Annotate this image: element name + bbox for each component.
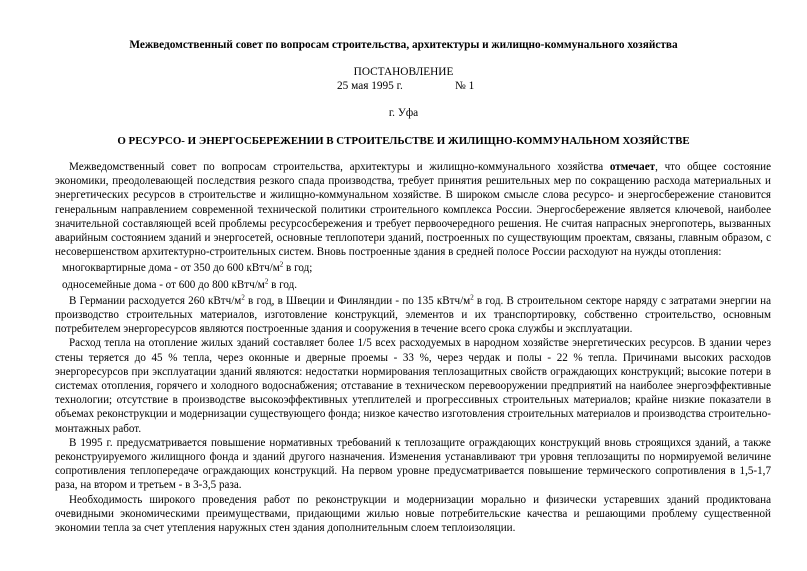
list-item-1-text: многоквартирные дома - от 350 до 600 кВтч/м bbox=[62, 262, 280, 275]
paragraph-1-start: Межведомственный совет по вопросам строительства, архитектуры и жилищно-коммунального хозяйства bbox=[69, 161, 610, 173]
paragraph-1 bbox=[55, 160, 771, 259]
document-number: № 1 bbox=[455, 80, 475, 92]
paragraph-2-b: в год, в Швеции и Финляндии - по 135 кВтч/м bbox=[244, 294, 471, 307]
paragraph-2-a: В Германии расходуется 260 кВтч/м bbox=[69, 294, 242, 307]
document-date: 25 мая 1995 г. bbox=[337, 80, 403, 92]
paragraph-2-sup-1: 2 bbox=[241, 293, 245, 302]
paragraph-2-sup-2: 2 bbox=[470, 293, 474, 302]
paragraph-4: В 1995 г. предусматривается повышение нормативных требований к теплозащите ограждающих конструкций вновь строящихся зданий, а также реконструируемого жилищного фонда и зданий другого назначения. Изменения устанавливают три уровня теплозащиты по нормируемой величине сопротивления теплопередаче ограждающих конструкций. На первом уровне предусматривается повышение термического сопротивления в 1,5-1,7 раза, на втором и третьем - в 3-3,5 раза. bbox=[55, 436, 771, 492]
list-item-2-sup: 2 bbox=[264, 276, 269, 285]
document-title: О РЕСУРСО- И ЭНЕРГОСБЕРЕЖЕНИИ В СТРОИТЕЛЬСТВЕ И ЖИЛИЩНО-КОММУНАЛЬНОМ ХОЗЯЙСТВЕ bbox=[117, 135, 690, 147]
list-item-2 bbox=[55, 278, 771, 292]
list-item-1-end: в год; bbox=[283, 262, 313, 275]
list-item-1-sup: 2 bbox=[279, 260, 284, 269]
list-item-2-text: односемейные дома - от 600 до 800 кВтч/м bbox=[62, 278, 265, 291]
list-item-1 bbox=[55, 261, 771, 275]
document-type: ПОСТАНОВЛЕНИЕ bbox=[353, 66, 454, 78]
document-body bbox=[55, 160, 771, 535]
paragraph-3: Расход тепла на отопление жилых зданий составляет более 1/5 всех расходуемых в народном хозяйстве энергетических ресурсов. В здании через стены теряется до 45 % тепла, через оконные и дверные проемы - 33 %, через чердак и полы - 22 % тепла. Причинами высоких расходов энергоресурсов при эксплуатации зданий являются: недостатки нормирования теплозащитных свойств ограждающих конструкций; высокие потери в системах отопления, горячего и холодного водоснабжения; отставание в техническом перевооружении предприятий на наиболее энергоэффективные технологии; отсутствие в производстве высокоэффективных утеплителей и прогрессивных строительных материалов; крайне низкие показатели в объемах реконструкции и модернизации существующего фонда; низкое качество изготовления строительных материалов и производства строительно-монтажных работ. bbox=[55, 337, 771, 435]
paragraph-2-c: в год. В строительном секторе наряду с затратами энергии на производство строительных материалов, изготовление конструкций, элементов и их транспортировку, собственно строительство, основным потребителем энергоресурсов являются построенные здания и сооружения в течение всего срока службы и эксплуатации. bbox=[55, 294, 771, 336]
list-item-2-end: в год. bbox=[268, 278, 298, 291]
document-city: г. Уфа bbox=[388, 107, 419, 119]
paragraph-2 bbox=[55, 294, 771, 337]
paragraph-5: Необходимость широкого проведения работ по реконструкции и модернизации морально и физически устаревших зданий продиктована очевидными экономическими преимуществами, придающими жилью новые потребительские качества и решающими проблему существенной экономии тепла за счет утепления наружных стен здания дополнительным слоем теплоизоляции. bbox=[55, 493, 771, 535]
paragraph-1-bold: отмечает bbox=[609, 161, 656, 173]
paragraph-1-rest: , что общее состояние экономики, преодолевающей последствия резкого спада производства, требует принятия решительных мер по сокращению расхода материальных и энергетических ресурсов в строительстве и жилищно-коммунальном хозяйстве. В широком смысле слова ресурсо- и энергосбережение становится генеральным направлением современной технической политики строительного комплекса России. Энергосбережение является ключевой, наиболее значительной составляющей всей проблемы ресурсосбережения и требует первоочередного решения. Не считая напрасных энергопотерь, вызванных аварийным состоянием зданий и энергосетей, основные теплопотери зданий, построенных по существующим проектам, связаны, главным образом, с несовершенством архитектурно-строительных систем. Вновь построенные здания в средней полосе России расходуют на нужды отопления: bbox=[55, 161, 771, 259]
issuing-agency: Межведомственный совет по вопросам строительства, архитектуры и жилищно-коммунального хозяйства bbox=[129, 39, 678, 51]
